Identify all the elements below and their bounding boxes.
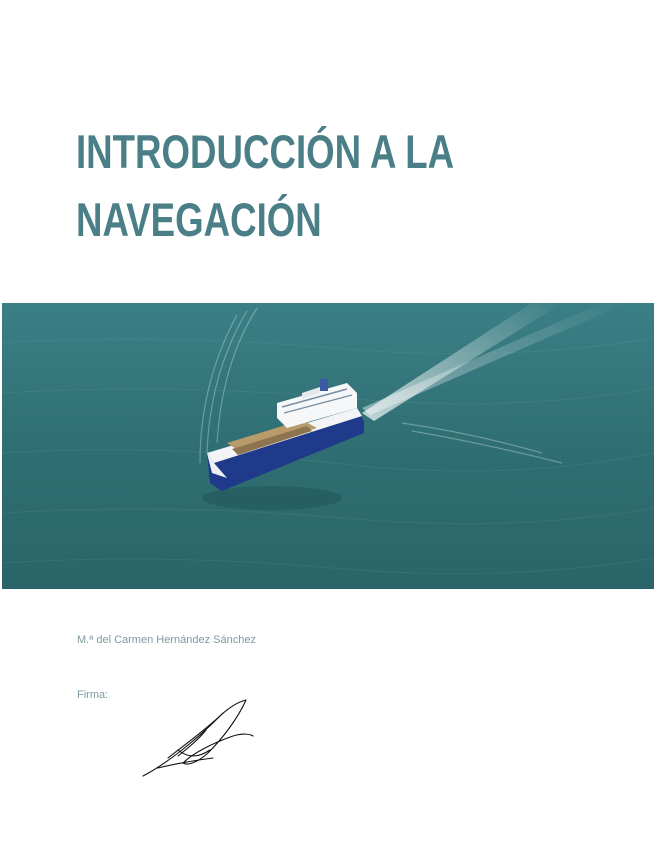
handwritten-signature bbox=[138, 698, 258, 782]
title-line-2: NAVEGACIÓN bbox=[76, 193, 322, 246]
document-title bbox=[76, 118, 454, 254]
cover-photo bbox=[2, 303, 654, 589]
title-line-1: INTRODUCCIÓN A LA bbox=[76, 125, 455, 178]
signature-label: Firma: bbox=[77, 689, 109, 701]
author-name: M.ª del Carmen Hernández Sánchez bbox=[77, 634, 256, 646]
